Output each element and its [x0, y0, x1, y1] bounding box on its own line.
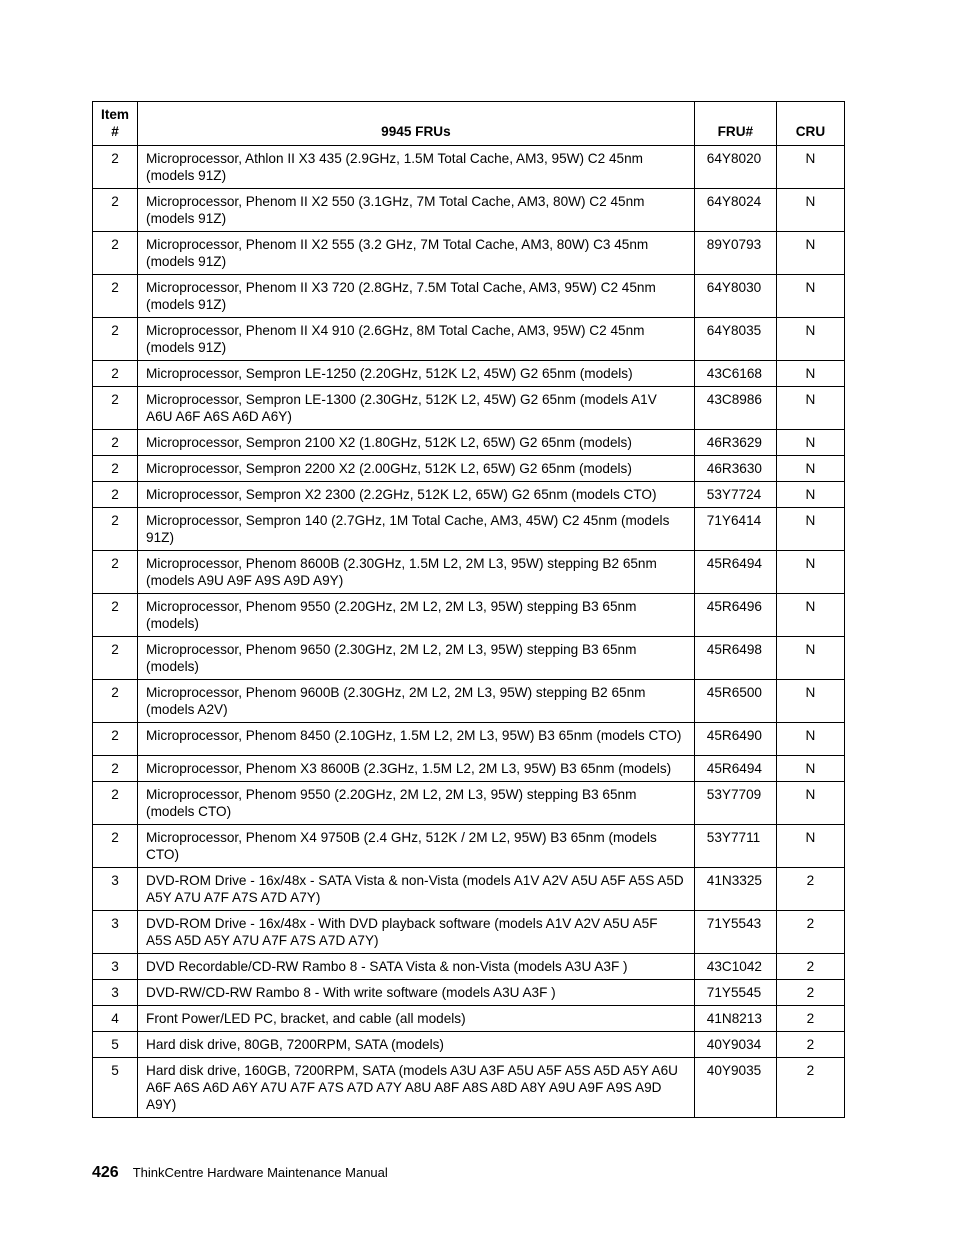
fru-cell: 43C8986 — [694, 387, 776, 430]
cru-cell: N — [776, 430, 844, 456]
fru-cell: 71Y5545 — [694, 980, 776, 1006]
fru-cell: 64Y8035 — [694, 318, 776, 361]
cru-cell: N — [776, 387, 844, 430]
description-cell: DVD-RW/CD-RW Rambo 8 - With write software (models A3U A3F ) — [138, 980, 695, 1006]
fru-cell: 41N3325 — [694, 868, 776, 911]
fru-cell: 64Y8024 — [694, 189, 776, 232]
description-cell: Microprocessor, Phenom 9600B (2.30GHz, 2M L2, 2M L3, 95W) stepping B2 65nm (models A2V) — [138, 680, 695, 723]
fru-cell: 71Y6414 — [694, 508, 776, 551]
fru-cell: 45R6500 — [694, 680, 776, 723]
header-fru: FRU# — [694, 102, 776, 146]
table-row — [93, 825, 845, 868]
description-cell: Microprocessor, Sempron 2100 X2 (1.80GHz, 512K L2, 65W) G2 65nm (models) — [138, 430, 695, 456]
header-row — [93, 102, 845, 146]
fru-cell: 71Y5543 — [694, 911, 776, 954]
table-row — [93, 146, 845, 189]
table-row — [93, 189, 845, 232]
item-cell: 2 — [93, 508, 138, 551]
table-row — [93, 275, 845, 318]
cru-cell: N — [776, 680, 844, 723]
cru-cell: N — [776, 637, 844, 680]
fru-cell: 45R6498 — [694, 637, 776, 680]
table-row — [93, 782, 845, 825]
header-cru: CRU — [776, 102, 844, 146]
cru-cell: N — [776, 756, 844, 782]
table-row — [93, 232, 845, 275]
table-row — [93, 361, 845, 387]
fru-cell: 46R3630 — [694, 456, 776, 482]
cru-cell: 2 — [776, 980, 844, 1006]
fru-cell: 45R6494 — [694, 551, 776, 594]
table-row — [93, 756, 845, 782]
table-body — [93, 146, 845, 1118]
fru-cell: 64Y8020 — [694, 146, 776, 189]
fru-cell: 43C6168 — [694, 361, 776, 387]
cru-cell: N — [776, 825, 844, 868]
cru-cell: 2 — [776, 911, 844, 954]
description-cell: DVD Recordable/CD-RW Rambo 8 - SATA Vista & non-Vista (models A3U A3F ) — [138, 954, 695, 980]
table-row — [93, 723, 845, 756]
fru-cell: 64Y8030 — [694, 275, 776, 318]
description-cell: DVD-ROM Drive - 16x/48x - SATA Vista & non-Vista (models A1V A2V A5U A5F A5S A5D A5Y A7U A7F A7S A7D A7Y) — [138, 868, 695, 911]
item-cell: 3 — [93, 868, 138, 911]
fru-cell: 53Y7711 — [694, 825, 776, 868]
description-cell: Microprocessor, Sempron LE-1250 (2.20GHz, 512K L2, 45W) G2 65nm (models) — [138, 361, 695, 387]
cru-cell: N — [776, 594, 844, 637]
item-cell: 2 — [93, 456, 138, 482]
description-cell: Microprocessor, Phenom 8600B (2.30GHz, 1.5M L2, 2M L3, 95W) stepping B2 65nm (models A9U A9F A9S A9D A9Y) — [138, 551, 695, 594]
item-cell: 2 — [93, 361, 138, 387]
item-cell: 2 — [93, 723, 138, 756]
item-cell: 2 — [93, 189, 138, 232]
fru-cell: 45R6496 — [694, 594, 776, 637]
cru-cell: N — [776, 318, 844, 361]
cru-cell: N — [776, 456, 844, 482]
cru-cell: 2 — [776, 868, 844, 911]
description-cell: Hard disk drive, 160GB, 7200RPM, SATA (models A3U A3F A5U A5F A5S A5D A5Y A6U A6F A6S A6D A6Y A7U A7F A7S A7D A7Y A8U A8F A8S A8D A8Y A9U A9F A9S A9D A9Y) — [138, 1058, 695, 1118]
fru-cell: 43C1042 — [694, 954, 776, 980]
item-cell: 2 — [93, 680, 138, 723]
description-cell: Microprocessor, Phenom II X2 555 (3.2 GHz, 7M Total Cache, AM3, 80W) C3 45nm (models 91Z) — [138, 232, 695, 275]
cru-cell: N — [776, 232, 844, 275]
description-cell: Microprocessor, Phenom 9550 (2.20GHz, 2M L2, 2M L3, 95W) stepping B3 65nm (models) — [138, 594, 695, 637]
fru-cell: 41N8213 — [694, 1006, 776, 1032]
description-cell: Microprocessor, Phenom X3 8600B (2.3GHz, 1.5M L2, 2M L3, 95W) B3 65nm (models) — [138, 756, 695, 782]
cru-cell: N — [776, 482, 844, 508]
description-cell: Microprocessor, Athlon II X3 435 (2.9GHz, 1.5M Total Cache, AM3, 95W) C2 45nm (models 91Z) — [138, 146, 695, 189]
table-row — [93, 637, 845, 680]
table-row — [93, 1032, 845, 1058]
cru-cell: 2 — [776, 1032, 844, 1058]
cru-cell: N — [776, 723, 844, 756]
item-cell: 5 — [93, 1032, 138, 1058]
fru-cell: 53Y7724 — [694, 482, 776, 508]
description-cell: Microprocessor, Phenom 9550 (2.20GHz, 2M L2, 2M L3, 95W) stepping B3 65nm (models CTO) — [138, 782, 695, 825]
table-row — [93, 430, 845, 456]
table-row — [93, 1058, 845, 1118]
table-row — [93, 868, 845, 911]
item-cell: 2 — [93, 232, 138, 275]
fru-cell: 40Y9034 — [694, 1032, 776, 1058]
item-cell: 2 — [93, 275, 138, 318]
item-cell: 2 — [93, 825, 138, 868]
header-item — [93, 102, 138, 146]
description-cell: Microprocessor, Phenom 8450 (2.10GHz, 1.5M L2, 2M L3, 95W) B3 65nm (models CTO) — [138, 723, 695, 756]
cru-cell: N — [776, 782, 844, 825]
table-row — [93, 508, 845, 551]
description-cell: DVD-ROM Drive - 16x/48x - With DVD playback software (models A1V A2V A5U A5F A5S A5D A5Y A7U A7F A7S A7D A7Y) — [138, 911, 695, 954]
description-cell: Microprocessor, Phenom 9650 (2.30GHz, 2M L2, 2M L3, 95W) stepping B3 65nm (models) — [138, 637, 695, 680]
item-cell: 2 — [93, 387, 138, 430]
description-cell: Microprocessor, Sempron X2 2300 (2.2GHz, 512K L2, 65W) G2 65nm (models CTO) — [138, 482, 695, 508]
item-cell: 2 — [93, 594, 138, 637]
item-cell: 2 — [93, 756, 138, 782]
manual-title: ThinkCentre Hardware Maintenance Manual — [132, 1165, 388, 1180]
cru-cell: N — [776, 275, 844, 318]
description-cell: Microprocessor, Sempron 2200 X2 (2.00GHz, 512K L2, 65W) G2 65nm (models) — [138, 456, 695, 482]
description-cell: Microprocessor, Phenom X4 9750B (2.4 GHz, 512K / 2M L2, 95W) B3 65nm (models CTO) — [138, 825, 695, 868]
description-cell: Microprocessor, Sempron LE-1300 (2.30GHz, 512K L2, 45W) G2 65nm (models A1V A6U A6F A6S A6D A6Y) — [138, 387, 695, 430]
fru-cell: 45R6490 — [694, 723, 776, 756]
table-row — [93, 911, 845, 954]
fru-table — [92, 101, 845, 1118]
page-number: 426 — [92, 1164, 119, 1181]
item-cell: 2 — [93, 782, 138, 825]
table-row — [93, 551, 845, 594]
page-footer — [92, 1164, 388, 1182]
cru-cell: N — [776, 146, 844, 189]
table-row — [93, 680, 845, 723]
fru-cell: 45R6494 — [694, 756, 776, 782]
description-cell: Microprocessor, Phenom II X3 720 (2.8GHz, 7.5M Total Cache, AM3, 95W) C2 45nm (models 91Z) — [138, 275, 695, 318]
item-cell: 5 — [93, 1058, 138, 1118]
fru-cell: 46R3629 — [694, 430, 776, 456]
item-cell: 4 — [93, 1006, 138, 1032]
description-cell: Microprocessor, Phenom II X4 910 (2.6GHz, 8M Total Cache, AM3, 95W) C2 45nm (models 91Z) — [138, 318, 695, 361]
cru-cell: N — [776, 508, 844, 551]
header-item-line1: Item — [101, 107, 129, 122]
item-cell: 3 — [93, 911, 138, 954]
cru-cell: 2 — [776, 1006, 844, 1032]
item-cell: 2 — [93, 482, 138, 508]
table-row — [93, 318, 845, 361]
item-cell: 3 — [93, 980, 138, 1006]
cru-cell: N — [776, 361, 844, 387]
cru-cell: 2 — [776, 954, 844, 980]
table-row — [93, 1006, 845, 1032]
item-cell: 2 — [93, 430, 138, 456]
item-cell: 3 — [93, 954, 138, 980]
description-cell: Hard disk drive, 80GB, 7200RPM, SATA (models) — [138, 1032, 695, 1058]
cru-cell: 2 — [776, 1058, 844, 1118]
table-row — [93, 387, 845, 430]
table-row — [93, 980, 845, 1006]
description-cell: Microprocessor, Phenom II X2 550 (3.1GHz, 7M Total Cache, AM3, 80W) C2 45nm (models 91Z) — [138, 189, 695, 232]
table-header — [93, 102, 845, 146]
description-cell: Microprocessor, Sempron 140 (2.7GHz, 1M Total Cache, AM3, 45W) C2 45nm (models 91Z) — [138, 508, 695, 551]
fru-cell: 53Y7709 — [694, 782, 776, 825]
header-description: 9945 FRUs — [138, 102, 695, 146]
item-cell: 2 — [93, 146, 138, 189]
header-item-line2: # — [111, 124, 119, 139]
cru-cell: N — [776, 551, 844, 594]
description-cell: Front Power/LED PC, bracket, and cable (all models) — [138, 1006, 695, 1032]
item-cell: 2 — [93, 637, 138, 680]
cru-cell: N — [776, 189, 844, 232]
fru-cell: 89Y0793 — [694, 232, 776, 275]
item-cell: 2 — [93, 551, 138, 594]
fru-cell: 40Y9035 — [694, 1058, 776, 1118]
table-row — [93, 482, 845, 508]
table-row — [93, 456, 845, 482]
table-row — [93, 594, 845, 637]
item-cell: 2 — [93, 318, 138, 361]
table-row — [93, 954, 845, 980]
